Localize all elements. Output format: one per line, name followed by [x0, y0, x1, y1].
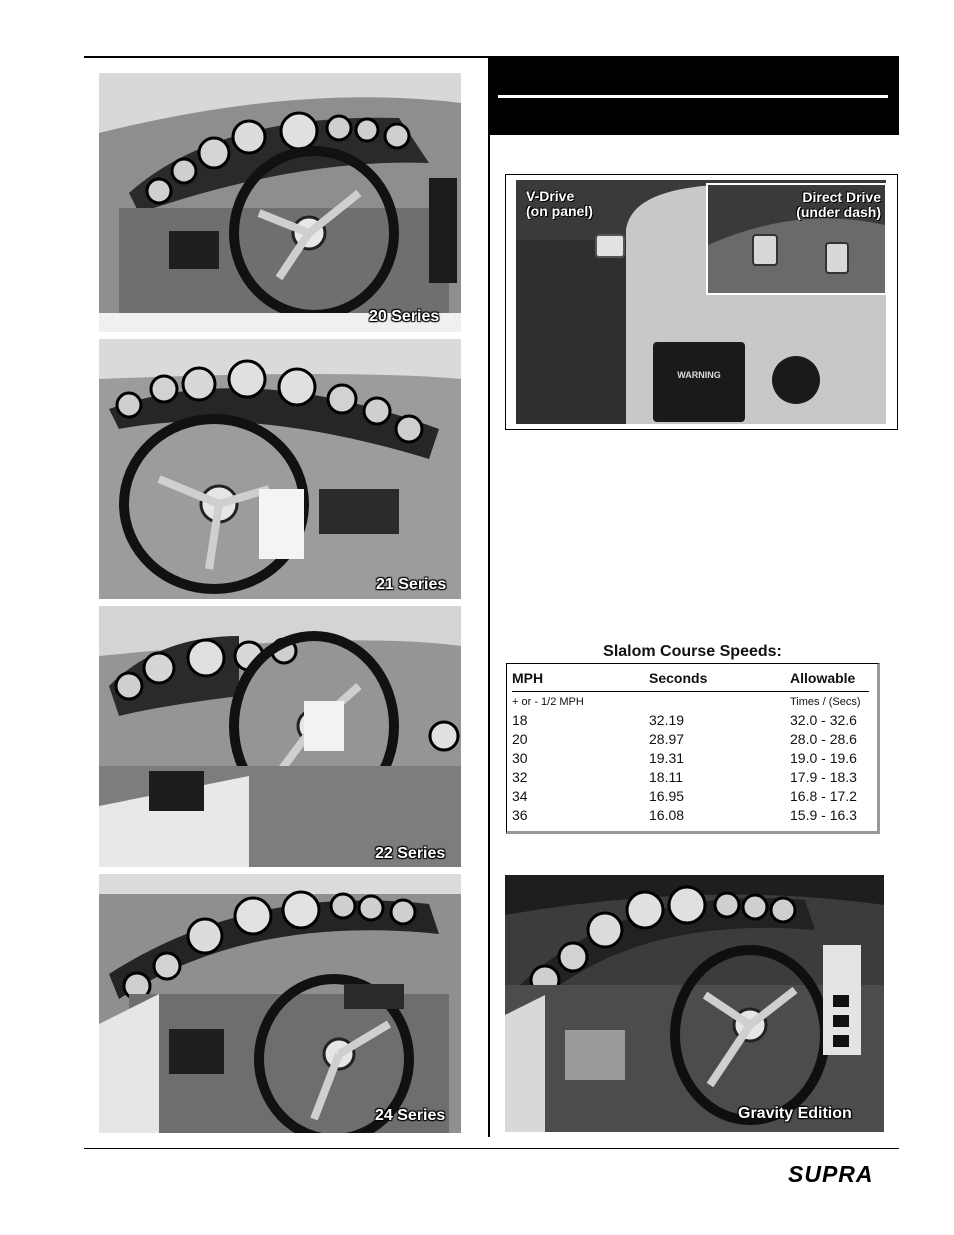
- photo-caption: Gravity Edition: [738, 1105, 852, 1122]
- photo-caption: 24 Series: [375, 1107, 446, 1124]
- dash-photo-22-series: [99, 606, 461, 867]
- seconds-cell: 16.95: [649, 788, 685, 804]
- table-row: [507, 731, 877, 750]
- drive-location-photo: [516, 180, 886, 424]
- v-drive-label: V-Drive (on panel): [526, 188, 593, 219]
- subheader-tolerance: + or - 1/2 MPH: [512, 696, 584, 708]
- table-row: [507, 712, 877, 731]
- drive-location-figure: [505, 174, 898, 430]
- mph-cell: 34: [512, 788, 528, 804]
- allowable-cell: 19.0 - 19.6: [790, 750, 857, 766]
- direct-drive-inset: [706, 183, 886, 295]
- seconds-cell: 28.97: [649, 731, 685, 747]
- warning-plate-title: WARNING: [677, 370, 721, 380]
- photo-caption: 21 Series: [376, 576, 447, 593]
- allowable-cell: 32.0 - 32.6: [790, 712, 857, 728]
- allowable-cell: 16.8 - 17.2: [790, 788, 857, 804]
- allowable-cell: 17.9 - 18.3: [790, 769, 857, 785]
- dash-photo-24-series: [99, 874, 461, 1133]
- table-row: [507, 769, 877, 788]
- seconds-cell: 16.08: [649, 807, 685, 823]
- dash-photo-21-series: [99, 339, 461, 599]
- allowable-cell: 15.9 - 16.3: [790, 807, 857, 823]
- photo-caption: 22 Series: [375, 845, 446, 862]
- seconds-cell: 32.19: [649, 712, 685, 728]
- direct-drive-label: Direct Drive (under dash): [796, 189, 881, 220]
- bottom-rule: [84, 1148, 899, 1149]
- seconds-cell: 19.31: [649, 750, 685, 766]
- header-rule: [512, 691, 869, 692]
- seconds-cell: 18.11: [649, 769, 683, 785]
- column-header-seconds: Seconds: [649, 670, 708, 686]
- mph-cell: 36: [512, 807, 528, 823]
- column-divider: [488, 134, 490, 1137]
- supra-logo: SUPRA: [788, 1161, 874, 1187]
- table-row: [507, 750, 877, 769]
- column-header-allowable: Allowable: [790, 670, 856, 686]
- column-header-mph: MPH: [512, 670, 544, 686]
- mph-cell: 20: [512, 731, 528, 747]
- dash-photo-20-series: [99, 73, 461, 332]
- section-header-block: [488, 57, 899, 135]
- mph-cell: 18: [512, 712, 528, 728]
- slalom-table-title: Slalom Course Speeds:: [603, 643, 782, 660]
- slalom-speed-table: [506, 663, 880, 834]
- warning-plate: [653, 342, 745, 422]
- section-header-rule: [498, 95, 888, 98]
- mph-cell: 30: [512, 750, 528, 766]
- table-row: [507, 788, 877, 807]
- dash-photo-gravity-edition: [505, 875, 884, 1132]
- photo-caption: 20 Series: [369, 308, 440, 325]
- allowable-cell: 28.0 - 28.6: [790, 731, 857, 747]
- table-row: [507, 807, 877, 826]
- subheader-times: Times / (Secs): [790, 696, 861, 708]
- mph-cell: 32: [512, 769, 528, 785]
